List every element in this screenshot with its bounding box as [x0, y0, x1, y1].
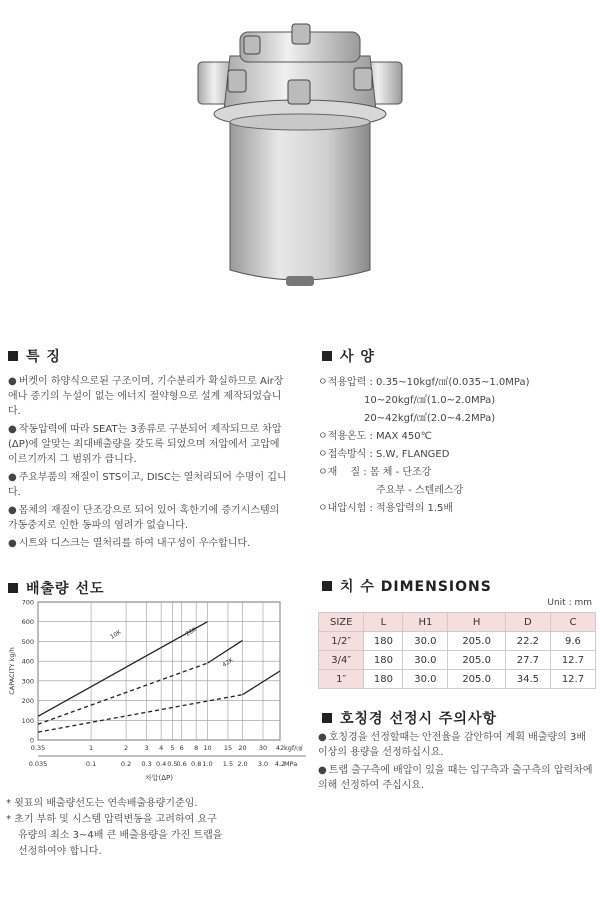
table-header-cell: SIZE	[319, 613, 364, 632]
series-label: 10K	[109, 628, 123, 641]
table-header-cell: C	[550, 613, 595, 632]
x-tick-label: 0.35	[30, 744, 46, 752]
y-tick-label: 400	[21, 657, 34, 666]
dimensions-unit: Unit : mm	[547, 598, 592, 608]
chart-note: * 윗표의 배출량선도는 연속배출용량기준임.	[6, 798, 198, 809]
table-row	[319, 651, 596, 670]
series-line-42K	[242, 671, 280, 695]
size-cell: 1″	[319, 670, 364, 689]
chart-note: * 초기 부하 및 시스템 압력변동을 고려하여 요구	[6, 814, 217, 825]
size-cell: 1/2″	[319, 632, 364, 651]
dimensions-heading: 치 수 DIMENSIONS	[322, 576, 492, 596]
x-tick-label: 2	[124, 744, 129, 752]
capacity-chart	[4, 596, 312, 784]
table-cell: 180	[364, 632, 403, 651]
table-header-cell: H1	[403, 613, 448, 632]
features-list	[8, 374, 290, 554]
table-row	[319, 670, 596, 689]
x-tick-label: 15	[223, 744, 233, 752]
caution-heading: 호칭경 선정시 주의사항	[322, 708, 497, 728]
feature-item: ● 주요부품의 재질이 STS이고, DISC는 열처리되어 수명이 깁니다.	[8, 472, 287, 498]
x-tick-label-mpa: 1.5	[222, 760, 234, 768]
heading-square-icon	[322, 713, 332, 723]
spec-line: ㅇ접속방식 : S.W, FLANGED	[318, 449, 450, 460]
specs-list	[318, 374, 598, 518]
x-tick-label: 30	[258, 744, 268, 752]
series-label: 20K	[184, 625, 198, 639]
chart-heading: 배출량 선도	[8, 578, 105, 598]
x-tick-label: 4	[159, 744, 164, 752]
table-header-cell: H	[448, 613, 505, 632]
x-unit-label: kgf/㎠	[284, 744, 303, 752]
table-cell: 205.0	[448, 651, 505, 670]
x-tick-label-mpa: 0.6	[176, 760, 187, 768]
y-tick-label: 600	[21, 618, 34, 627]
y-tick-label: 200	[21, 697, 34, 706]
x-tick-label-mpa: 0.4	[155, 760, 167, 768]
feature-item: ● 버켓이 하양식으로된 구조이며, 기수분리가 확실하므로 Air장애나 증기의 누설이 없는 에너지 절약형으로 설계 제작되었습니다.	[8, 376, 284, 417]
chart-note: 유량의 최소 3~4배 큰 배출용량을 가진 트랩을	[18, 830, 223, 841]
table-cell: 12.7	[550, 651, 595, 670]
feature-item: ● 작동압력에 따라 SEAT는 3종류로 구분되어 제작되므로 차압(ΔP)에 알맞는 최대배출량을 갖도록 되었으며 저압에서 고압에 이르기까지 그 범위가 큽니다.	[8, 424, 282, 465]
spec-line: ㅇ적용압력 : 0.35~10kgf/㎠(0.035~1.0MPa)	[318, 377, 530, 388]
heading-square-icon	[8, 583, 18, 593]
table-cell: 30.0	[403, 632, 448, 651]
series-line-20K	[38, 663, 207, 724]
x-tick-label-mpa: 0.3	[141, 760, 152, 768]
x-axis-label: 차압(ΔP)	[145, 774, 173, 782]
table-cell: 12.7	[550, 670, 595, 689]
spec-line: 10~20kgf/㎠(1.0~2.0MPa)	[364, 395, 496, 406]
table-cell: 27.7	[505, 651, 550, 670]
x-tick-label: 10	[203, 744, 212, 752]
caution-list	[318, 730, 596, 796]
chart-note: 선정하여야 합니다.	[18, 846, 102, 857]
spec-line: ㅇ내압시험 : 적용압력의 1.5배	[318, 503, 454, 514]
feature-item: ● 몸체의 재질이 단조강으로 되어 있어 혹한기에 증기시스템의 가동중지로 인한 동파의 염려가 없습니다.	[8, 505, 280, 531]
x-tick-label: 1	[88, 744, 94, 752]
specs-heading: 사 양	[322, 346, 375, 366]
chart-notes	[6, 796, 306, 860]
steam-trap-product-image	[180, 18, 420, 298]
features-heading: 특 징	[8, 346, 61, 366]
table-row	[319, 632, 596, 651]
spec-line: ㅇ재 질 : 몸 체 - 단조강	[318, 467, 432, 478]
x-tick-label: 42	[275, 744, 285, 752]
table-cell: 205.0	[448, 632, 505, 651]
x-tick-label-mpa: 3.0	[257, 760, 269, 768]
y-tick-label: 700	[21, 598, 34, 607]
table-header-row	[319, 613, 596, 632]
table-header-cell: D	[505, 613, 550, 632]
heading-square-icon	[322, 351, 332, 361]
y-tick-label: 500	[21, 637, 34, 646]
x-tick-label-mpa: 0.5	[167, 760, 178, 768]
x-tick-label-mpa: 0.035	[28, 760, 48, 768]
table-cell: 180	[364, 651, 403, 670]
heading-square-icon	[322, 581, 332, 591]
table-cell: 205.0	[448, 670, 505, 689]
table-cell: 34.5	[505, 670, 550, 689]
spec-line: 주요부 - 스텐레스강	[376, 485, 464, 496]
heading-square-icon	[8, 351, 18, 361]
table-cell: 22.2	[505, 632, 550, 651]
y-tick-label: 0	[29, 736, 34, 745]
x-tick-label: 5	[170, 744, 175, 752]
dimensions-table	[318, 612, 596, 689]
feature-item: ● 시트와 디스크는 열처리를 하여 내구성이 우수합니다.	[8, 538, 251, 549]
x-tick-label: 6	[179, 744, 184, 752]
caution-item: ● 호칭경을 선정할때는 안전율을 감안하여 계획 배출량의 3배 이상의 용량을 선정하십시요.	[318, 732, 587, 758]
x-tick-label-mpa: 1.0	[202, 760, 213, 768]
caution-item: ● 트랩 출구측에 배압이 있을 때는 입구측과 출구측의 압력차에 의해 선정하여 주십시요.	[318, 765, 593, 791]
x-tick-label: 3	[144, 744, 149, 752]
series-label: 42K	[221, 656, 235, 669]
spec-line: ㅇ적용온도 : MAX 450℃	[318, 431, 432, 442]
y-tick-label: 100	[21, 716, 34, 725]
x-tick-label-mpa: 0.2	[120, 760, 132, 768]
size-cell: 3/4″	[319, 651, 364, 670]
table-cell: 30.0	[403, 670, 448, 689]
y-axis-label: CAPACITY kg/h	[8, 647, 16, 695]
y-tick-label: 300	[21, 677, 34, 686]
x-unit-label: MPa	[284, 760, 298, 768]
table-cell: 180	[364, 670, 403, 689]
x-tick-label-mpa: 2.0	[237, 760, 248, 768]
x-tick-label-mpa: 4.2	[274, 760, 286, 768]
table-header-cell: L	[364, 613, 403, 632]
x-tick-label: 20	[238, 744, 247, 752]
chart-frame	[38, 602, 280, 740]
x-tick-label-mpa: 0.1	[85, 760, 97, 768]
series-line-10K	[38, 622, 207, 717]
x-tick-label-mpa: 0.8	[191, 760, 202, 768]
x-tick-label: 8	[194, 744, 199, 752]
spec-line: 20~42kgf/㎠(2.0~4.2MPa)	[364, 413, 496, 424]
table-cell: 9.6	[550, 632, 595, 651]
table-cell: 30.0	[403, 651, 448, 670]
